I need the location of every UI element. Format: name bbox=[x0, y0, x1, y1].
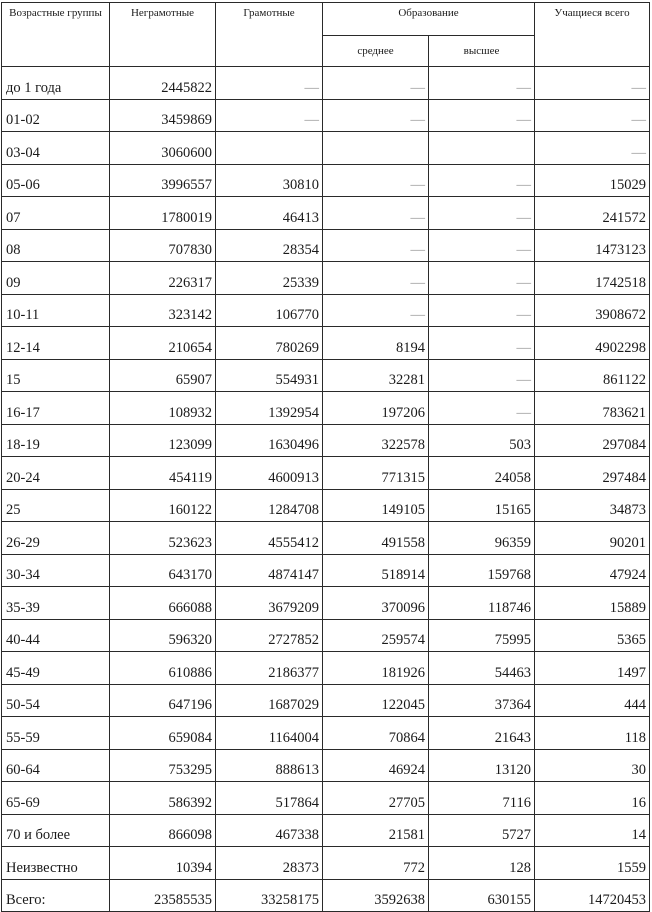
age-group-cell: 20-24 bbox=[2, 457, 110, 490]
illiterate-cell: 866098 bbox=[110, 814, 216, 847]
literate-cell: 1284708 bbox=[216, 489, 323, 522]
table-row bbox=[2, 717, 650, 750]
secondary-cell: 491558 bbox=[323, 522, 429, 555]
table-body bbox=[2, 67, 650, 912]
age-group-cell: 65-69 bbox=[2, 782, 110, 815]
age-group-cell: 05-06 bbox=[2, 164, 110, 197]
literate-cell bbox=[216, 132, 323, 165]
higher-cell: 118746 bbox=[429, 587, 535, 620]
students-cell: 15889 bbox=[535, 587, 650, 620]
literate-cell: 554931 bbox=[216, 359, 323, 392]
table-row bbox=[2, 327, 650, 360]
header-higher: высшее bbox=[429, 36, 535, 67]
higher-cell: — bbox=[429, 67, 535, 100]
literate-cell: 106770 bbox=[216, 294, 323, 327]
students-cell: 3908672 bbox=[535, 294, 650, 327]
secondary-cell: 21581 bbox=[323, 814, 429, 847]
higher-cell: 128 bbox=[429, 847, 535, 880]
table-row bbox=[2, 489, 650, 522]
table-row bbox=[2, 554, 650, 587]
header-illiterate: Неграмотные bbox=[110, 3, 216, 67]
literate-cell: 33258175 bbox=[216, 879, 323, 912]
literate-cell: 517864 bbox=[216, 782, 323, 815]
students-cell: 118 bbox=[535, 717, 650, 750]
secondary-cell: 27705 bbox=[323, 782, 429, 815]
table-row bbox=[2, 522, 650, 555]
students-cell: — bbox=[535, 132, 650, 165]
header-education: Образование bbox=[323, 3, 535, 36]
illiterate-cell: 707830 bbox=[110, 229, 216, 262]
illiterate-cell: 610886 bbox=[110, 652, 216, 685]
higher-cell: 13120 bbox=[429, 749, 535, 782]
age-group-cell: 09 bbox=[2, 262, 110, 295]
higher-cell: — bbox=[429, 164, 535, 197]
literate-cell: 1630496 bbox=[216, 424, 323, 457]
students-cell: 241572 bbox=[535, 197, 650, 230]
literate-cell: 780269 bbox=[216, 327, 323, 360]
students-cell: 14 bbox=[535, 814, 650, 847]
age-group-cell: 30-34 bbox=[2, 554, 110, 587]
higher-cell: 21643 bbox=[429, 717, 535, 750]
higher-cell: 503 bbox=[429, 424, 535, 457]
literate-cell: 467338 bbox=[216, 814, 323, 847]
secondary-cell: 70864 bbox=[323, 717, 429, 750]
literate-cell: 2727852 bbox=[216, 619, 323, 652]
literate-cell: — bbox=[216, 67, 323, 100]
header-age-groups: Возрастные группы bbox=[2, 3, 110, 67]
students-cell: 90201 bbox=[535, 522, 650, 555]
table-row bbox=[2, 132, 650, 165]
table-row bbox=[2, 814, 650, 847]
table-row bbox=[2, 684, 650, 717]
table-row bbox=[2, 879, 650, 912]
literate-cell: 1687029 bbox=[216, 684, 323, 717]
age-group-cell: 01-02 bbox=[2, 99, 110, 132]
illiterate-cell: 586392 bbox=[110, 782, 216, 815]
students-cell: 1559 bbox=[535, 847, 650, 880]
header-literate: Грамотные bbox=[216, 3, 323, 67]
higher-cell: 5727 bbox=[429, 814, 535, 847]
illiterate-cell: 454119 bbox=[110, 457, 216, 490]
illiterate-cell: 1780019 bbox=[110, 197, 216, 230]
age-group-cell: 18-19 bbox=[2, 424, 110, 457]
table-row bbox=[2, 587, 650, 620]
secondary-cell: — bbox=[323, 294, 429, 327]
literate-cell: 28354 bbox=[216, 229, 323, 262]
students-cell: 297084 bbox=[535, 424, 650, 457]
literate-cell: 4874147 bbox=[216, 554, 323, 587]
table-row bbox=[2, 294, 650, 327]
age-group-cell: 45-49 bbox=[2, 652, 110, 685]
table-row bbox=[2, 197, 650, 230]
higher-cell: 7116 bbox=[429, 782, 535, 815]
table-row bbox=[2, 99, 650, 132]
higher-cell: — bbox=[429, 359, 535, 392]
illiterate-cell: 123099 bbox=[110, 424, 216, 457]
age-group-cell: 26-29 bbox=[2, 522, 110, 555]
table-header bbox=[2, 3, 650, 67]
illiterate-cell: 3060600 bbox=[110, 132, 216, 165]
secondary-cell: 46924 bbox=[323, 749, 429, 782]
table-row bbox=[2, 359, 650, 392]
secondary-cell: 122045 bbox=[323, 684, 429, 717]
age-group-cell: 60-64 bbox=[2, 749, 110, 782]
secondary-cell: 771315 bbox=[323, 457, 429, 490]
secondary-cell: 8194 bbox=[323, 327, 429, 360]
secondary-cell: 322578 bbox=[323, 424, 429, 457]
students-cell: 444 bbox=[535, 684, 650, 717]
higher-cell: — bbox=[429, 197, 535, 230]
students-cell: 1497 bbox=[535, 652, 650, 685]
table-row bbox=[2, 424, 650, 457]
secondary-cell: 772 bbox=[323, 847, 429, 880]
secondary-cell: 181926 bbox=[323, 652, 429, 685]
age-group-cell: 70 и более bbox=[2, 814, 110, 847]
table-row bbox=[2, 457, 650, 490]
age-group-cell: до 1 года bbox=[2, 67, 110, 100]
age-group-cell: 16-17 bbox=[2, 392, 110, 425]
literate-cell: 3679209 bbox=[216, 587, 323, 620]
table-row bbox=[2, 164, 650, 197]
illiterate-cell: 596320 bbox=[110, 619, 216, 652]
literate-cell: 4555412 bbox=[216, 522, 323, 555]
header-secondary: среднее bbox=[323, 36, 429, 67]
age-group-cell: 12-14 bbox=[2, 327, 110, 360]
higher-cell: — bbox=[429, 262, 535, 295]
literate-cell: 1392954 bbox=[216, 392, 323, 425]
higher-cell: 15165 bbox=[429, 489, 535, 522]
table-row bbox=[2, 229, 650, 262]
literate-cell: 25339 bbox=[216, 262, 323, 295]
secondary-cell: 370096 bbox=[323, 587, 429, 620]
secondary-cell: — bbox=[323, 99, 429, 132]
age-group-cell: 10-11 bbox=[2, 294, 110, 327]
literate-cell: 888613 bbox=[216, 749, 323, 782]
literate-cell: 30810 bbox=[216, 164, 323, 197]
students-cell: — bbox=[535, 67, 650, 100]
students-cell: 47924 bbox=[535, 554, 650, 587]
secondary-cell: — bbox=[323, 197, 429, 230]
students-cell: 30 bbox=[535, 749, 650, 782]
literate-cell: 1164004 bbox=[216, 717, 323, 750]
higher-cell: — bbox=[429, 294, 535, 327]
illiterate-cell: 2445822 bbox=[110, 67, 216, 100]
illiterate-cell: 108932 bbox=[110, 392, 216, 425]
table-row bbox=[2, 847, 650, 880]
illiterate-cell: 10394 bbox=[110, 847, 216, 880]
students-cell: 5365 bbox=[535, 619, 650, 652]
table-row bbox=[2, 392, 650, 425]
higher-cell: 37364 bbox=[429, 684, 535, 717]
higher-cell: — bbox=[429, 229, 535, 262]
literate-cell: 2186377 bbox=[216, 652, 323, 685]
higher-cell bbox=[429, 132, 535, 165]
higher-cell: 54463 bbox=[429, 652, 535, 685]
secondary-cell bbox=[323, 132, 429, 165]
higher-cell: 75995 bbox=[429, 619, 535, 652]
literate-cell: 46413 bbox=[216, 197, 323, 230]
higher-cell: 96359 bbox=[429, 522, 535, 555]
students-cell: 34873 bbox=[535, 489, 650, 522]
higher-cell: 159768 bbox=[429, 554, 535, 587]
students-cell: 1473123 bbox=[535, 229, 650, 262]
age-group-cell: 40-44 bbox=[2, 619, 110, 652]
age-group-cell: 55-59 bbox=[2, 717, 110, 750]
table-row bbox=[2, 782, 650, 815]
secondary-cell: 518914 bbox=[323, 554, 429, 587]
table-row bbox=[2, 619, 650, 652]
age-group-cell: 08 bbox=[2, 229, 110, 262]
students-cell: 297484 bbox=[535, 457, 650, 490]
population-literacy-table bbox=[1, 2, 650, 912]
illiterate-cell: 160122 bbox=[110, 489, 216, 522]
secondary-cell: — bbox=[323, 67, 429, 100]
age-group-cell: 35-39 bbox=[2, 587, 110, 620]
literate-cell: 4600913 bbox=[216, 457, 323, 490]
age-group-cell: 03-04 bbox=[2, 132, 110, 165]
age-group-cell: Всего: bbox=[2, 879, 110, 912]
higher-cell: — bbox=[429, 327, 535, 360]
table-row bbox=[2, 67, 650, 100]
literate-cell: 28373 bbox=[216, 847, 323, 880]
illiterate-cell: 65907 bbox=[110, 359, 216, 392]
table-row bbox=[2, 749, 650, 782]
illiterate-cell: 523623 bbox=[110, 522, 216, 555]
illiterate-cell: 23585535 bbox=[110, 879, 216, 912]
students-cell: 16 bbox=[535, 782, 650, 815]
age-group-cell: 25 bbox=[2, 489, 110, 522]
table-row bbox=[2, 652, 650, 685]
age-group-cell: 50-54 bbox=[2, 684, 110, 717]
illiterate-cell: 753295 bbox=[110, 749, 216, 782]
secondary-cell: — bbox=[323, 262, 429, 295]
illiterate-cell: 3996557 bbox=[110, 164, 216, 197]
table-row bbox=[2, 262, 650, 295]
header-students: Учащиеся всего bbox=[535, 3, 650, 67]
illiterate-cell: 226317 bbox=[110, 262, 216, 295]
higher-cell: 24058 bbox=[429, 457, 535, 490]
students-cell: 14720453 bbox=[535, 879, 650, 912]
students-cell: — bbox=[535, 99, 650, 132]
higher-cell: 630155 bbox=[429, 879, 535, 912]
illiterate-cell: 666088 bbox=[110, 587, 216, 620]
higher-cell: — bbox=[429, 99, 535, 132]
illiterate-cell: 643170 bbox=[110, 554, 216, 587]
secondary-cell: 3592638 bbox=[323, 879, 429, 912]
age-group-cell: Неизвестно bbox=[2, 847, 110, 880]
illiterate-cell: 210654 bbox=[110, 327, 216, 360]
illiterate-cell: 323142 bbox=[110, 294, 216, 327]
illiterate-cell: 3459869 bbox=[110, 99, 216, 132]
secondary-cell: 197206 bbox=[323, 392, 429, 425]
illiterate-cell: 647196 bbox=[110, 684, 216, 717]
secondary-cell: 32281 bbox=[323, 359, 429, 392]
students-cell: 861122 bbox=[535, 359, 650, 392]
secondary-cell: 149105 bbox=[323, 489, 429, 522]
students-cell: 1742518 bbox=[535, 262, 650, 295]
age-group-cell: 07 bbox=[2, 197, 110, 230]
students-cell: 4902298 bbox=[535, 327, 650, 360]
literate-cell: — bbox=[216, 99, 323, 132]
students-cell: 783621 bbox=[535, 392, 650, 425]
higher-cell: — bbox=[429, 392, 535, 425]
students-cell: 15029 bbox=[535, 164, 650, 197]
secondary-cell: — bbox=[323, 164, 429, 197]
age-group-cell: 15 bbox=[2, 359, 110, 392]
secondary-cell: — bbox=[323, 229, 429, 262]
secondary-cell: 259574 bbox=[323, 619, 429, 652]
illiterate-cell: 659084 bbox=[110, 717, 216, 750]
